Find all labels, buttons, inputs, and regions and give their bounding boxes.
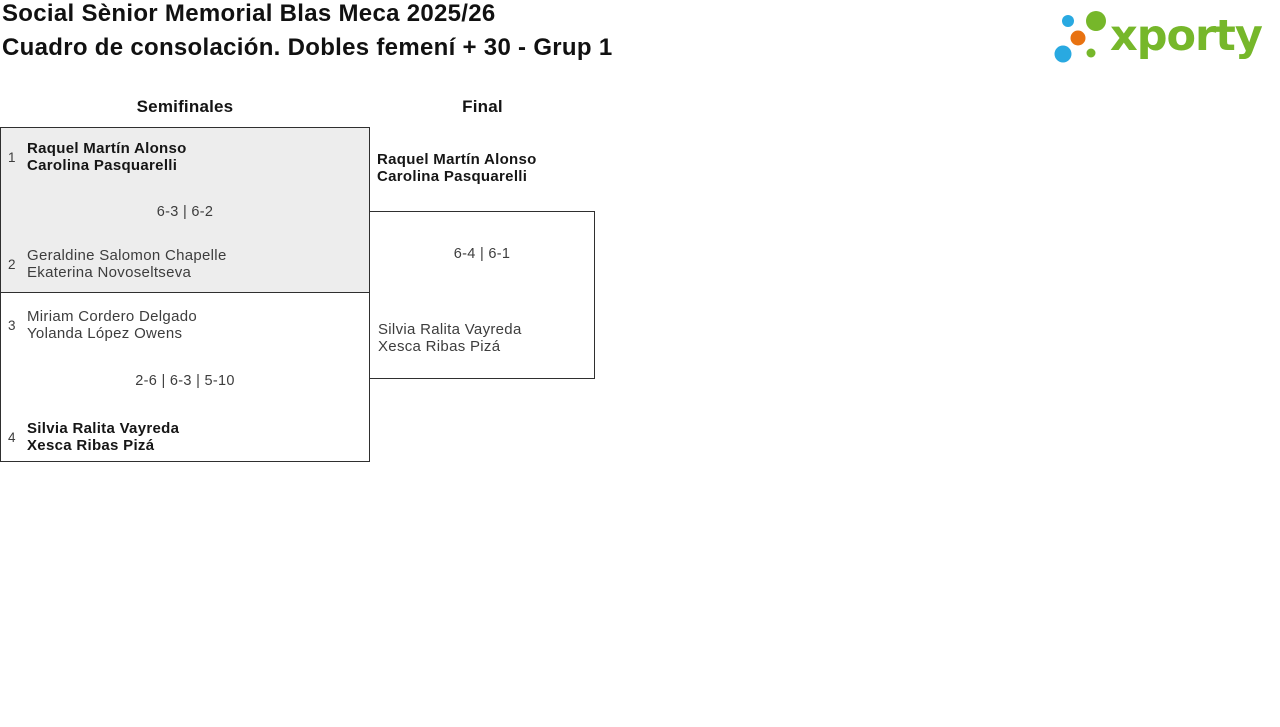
match-score: 2-6 | 6-3 | 5-10 (135, 373, 235, 389)
player-name: Raquel Martín Alonso (377, 151, 537, 168)
tournament-title: Social Sènior Memorial Blas Meca 2025/26 (2, 0, 496, 27)
team-sf2-bottom (27, 420, 179, 454)
match-box-semifinal-2 (0, 292, 370, 462)
logo-wordmark: xporty (1110, 11, 1262, 61)
team-sf2-top (27, 308, 197, 342)
seed-number: 1 (8, 149, 16, 165)
team-final-bottom (378, 321, 522, 355)
player-name: Silvia Ralita Vayreda (378, 321, 522, 338)
logo-dot-green-small-icon (1087, 49, 1096, 58)
player-name: Xesca Ribas Pizá (27, 437, 155, 454)
player-name: Geraldine Salomon Chapelle (27, 247, 227, 264)
round-header-semifinals: Semifinales (136, 97, 234, 116)
match-box-final (369, 211, 595, 379)
seed-number: 4 (8, 429, 16, 445)
logo-dot-blue-small-icon (1062, 15, 1074, 27)
player-name: Silvia Ralita Vayreda (27, 420, 180, 437)
team-final-top (377, 151, 537, 185)
player-name: Xesca Ribas Pizá (378, 338, 501, 355)
match-score: 6-4 | 6-1 (453, 246, 511, 262)
player-name: Yolanda López Owens (27, 325, 183, 342)
bracket-subtitle: Cuadro de consolación. Dobles femení + 30 - Grup 1 (2, 34, 613, 61)
logo-dot-green-large-icon (1086, 11, 1106, 31)
round-header-final: Final (462, 97, 503, 116)
match-box-semifinal-1 (0, 127, 370, 293)
seed-number: 2 (8, 256, 16, 272)
player-name: Miriam Cordero Delgado (27, 308, 197, 325)
player-name: Ekaterina Novoseltseva (27, 264, 192, 281)
player-name: Raquel Martín Alonso (27, 140, 187, 157)
player-name: Carolina Pasquarelli (27, 157, 178, 174)
match-score: 6-3 | 6-2 (156, 204, 214, 220)
page-title (2, 0, 612, 65)
team-sf1-bottom (27, 247, 227, 281)
seed-number: 3 (8, 317, 16, 333)
team-sf1-top (27, 140, 187, 174)
logo-dot-orange-icon (1071, 31, 1086, 46)
player-name: Carolina Pasquarelli (377, 168, 528, 185)
xporty-logo (1048, 6, 1280, 70)
logo-dot-blue-large-icon (1055, 46, 1072, 63)
